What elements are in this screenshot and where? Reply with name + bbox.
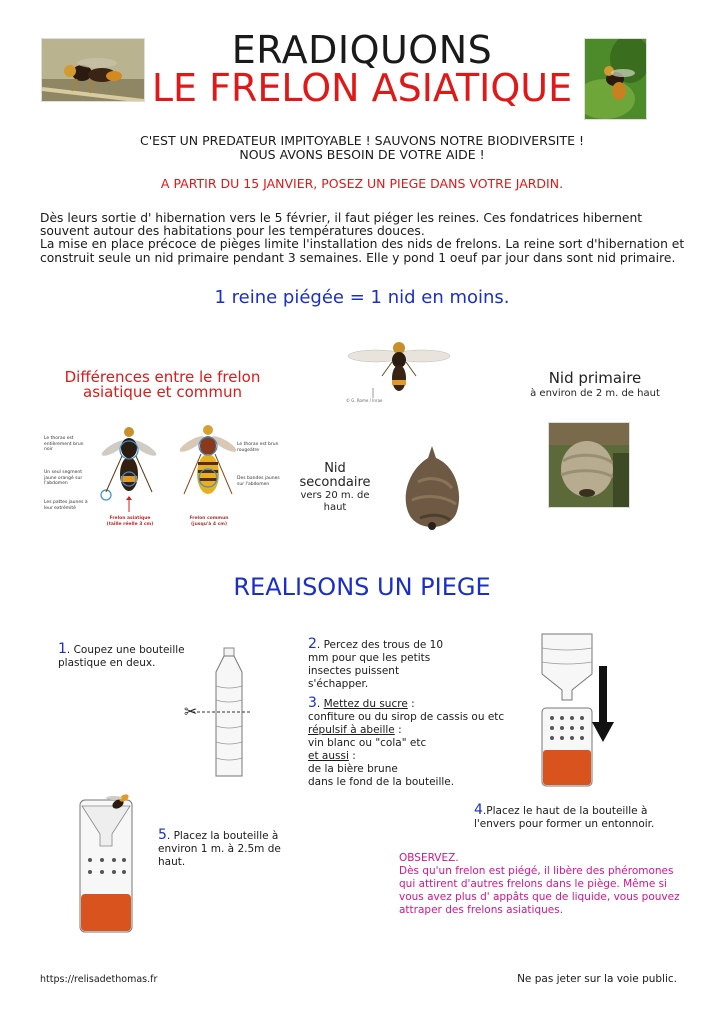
- bottle-cut-illustration: [182, 646, 262, 782]
- hornet-specimen-photo: [346, 332, 452, 406]
- label-bands: Des bandes jaunes sur l'abdomen: [237, 476, 280, 487]
- intro-line-2: NOUS AVONS BESOIN DE VOTRE AIDE !: [239, 147, 485, 162]
- secondary-nest-photo: [398, 442, 468, 534]
- photo-credit: © G. Rome / Inrae: [346, 398, 383, 403]
- step-3-heading: Mettez du sucre: [323, 698, 408, 710]
- step-5-text: . Placez la bouteille à environ 1 m. à 2.5m de haut.: [158, 830, 281, 868]
- bottle-assembly-illustration: [536, 630, 616, 790]
- step-3-also: et aussi: [308, 750, 349, 762]
- label-thorax-common: Le thorax est brun rougeâtre: [237, 442, 279, 453]
- step-3-repellent: répulsif à abeille: [308, 724, 395, 736]
- label-segment: Un seul segment jaune orangé sur l'abdomen: [44, 470, 83, 486]
- differences-title: Différences entre le frelon asiatique et commun: [64, 368, 261, 401]
- caption-asian: Frelon asiatique (taille réelle 3 cm): [106, 516, 154, 527]
- label-legs: Les pattes jaunes à leur extrémité: [44, 500, 88, 511]
- hornet-photo-right: [584, 38, 647, 120]
- title-line-2: LE FRELON ASIATIQUE: [151, 66, 573, 110]
- step-3-line-1: confiture ou du sirop de cassis ou etc: [308, 711, 505, 723]
- nid-secondaire-title: Nid secondaire: [299, 461, 371, 490]
- step-2: [308, 638, 458, 691]
- comparison-diagram: [44, 418, 286, 530]
- step-5: [158, 829, 286, 869]
- step-2-number: 2: [308, 636, 317, 652]
- step-4-text: .Placez le haut de la bouteille à l'envers pour former un entonnoir.: [474, 805, 655, 830]
- label-thorax-asian: Le thorax est entièrement brun noir: [44, 436, 84, 452]
- intro-headline: [40, 134, 684, 162]
- step-5-number: 5: [158, 827, 167, 843]
- observe-text: Dès qu'un frelon est piégé, il libère des phéromones qui attirent d'autres frelons dans le piège. Même si vous avez plus d' appâts que de liquide, vous pouvez attraper des frelons asiatiques.: [399, 865, 680, 916]
- slogan: 1 reine piégée = 1 nid en moins.: [214, 287, 510, 308]
- step-4-number: 4: [474, 802, 483, 818]
- footer-notice: Ne pas jeter sur la voie public.: [517, 973, 677, 985]
- observe-title: OBSERVEZ.: [399, 852, 459, 864]
- call-to-action: A PARTIR DU 15 JANVIER, POSEZ UN PIEGE DANS VOTRE JARDIN.: [160, 176, 564, 191]
- step-1-number: 1: [58, 641, 67, 657]
- footer-url: https://relisadethomas.fr: [40, 974, 158, 985]
- trap-section-title: REALISONS UN PIEGE: [233, 573, 491, 601]
- finished-trap-illustration: [74, 794, 154, 936]
- step-2-text: . Percez des trous de 10 mm pour que les petits insectes puissent s'échapper.: [308, 639, 444, 690]
- step-1-text: . Coupez une bouteille plastique en deux.: [58, 644, 185, 669]
- intro-line-1: C'EST UN PREDATEUR IMPITOYABLE ! SAUVONS NOTRE BIODIVERSITE !: [140, 133, 584, 148]
- step-3-line-3: de la bière brune: [308, 763, 398, 775]
- step-1: [58, 643, 198, 670]
- caption-common: Frelon commun (jusqu'à 4 cm): [189, 516, 229, 527]
- nid-secondaire-subtitle: vers 20 m. de haut: [300, 490, 370, 513]
- step-4: [474, 804, 684, 831]
- svg-text:✂: ✂: [184, 702, 198, 721]
- step-3-number: 3: [308, 695, 317, 711]
- nid-primaire-title: Nid primaire: [548, 369, 642, 387]
- title-line-1: ERADIQUONS: [231, 28, 493, 72]
- observe-note: [399, 852, 689, 917]
- primary-nest-photo: [548, 422, 630, 508]
- step-3-line-2: vin blanc ou "cola" etc: [308, 737, 427, 749]
- step-3: 3. Mettez du sucre : confiture ou du sirop de cassis ou etc répulsif à abeille : vin blanc ou "cola" etc et aussi : de la bière brune dans le fond de la bouteille.: [308, 697, 508, 789]
- nid-primaire-subtitle: à environ de 2 m. de haut: [530, 388, 660, 399]
- step-3-line-4: dans le fond de la bouteille.: [308, 776, 455, 788]
- intro-paragraph: Dès leurs sortie d' hibernation vers le 5 février, il faut piéger les reines. Ces fondatrices hibernent souvent autour des habitations pour les températures douces. La mise en place précoce de pièges limite l'installation des nids de frelons. La reine sort d'hibernation et construit seule un nid primaire pendant 3 semaines. Elle y pond 1 oeuf par jour dans sont nid primaire.: [40, 211, 685, 265]
